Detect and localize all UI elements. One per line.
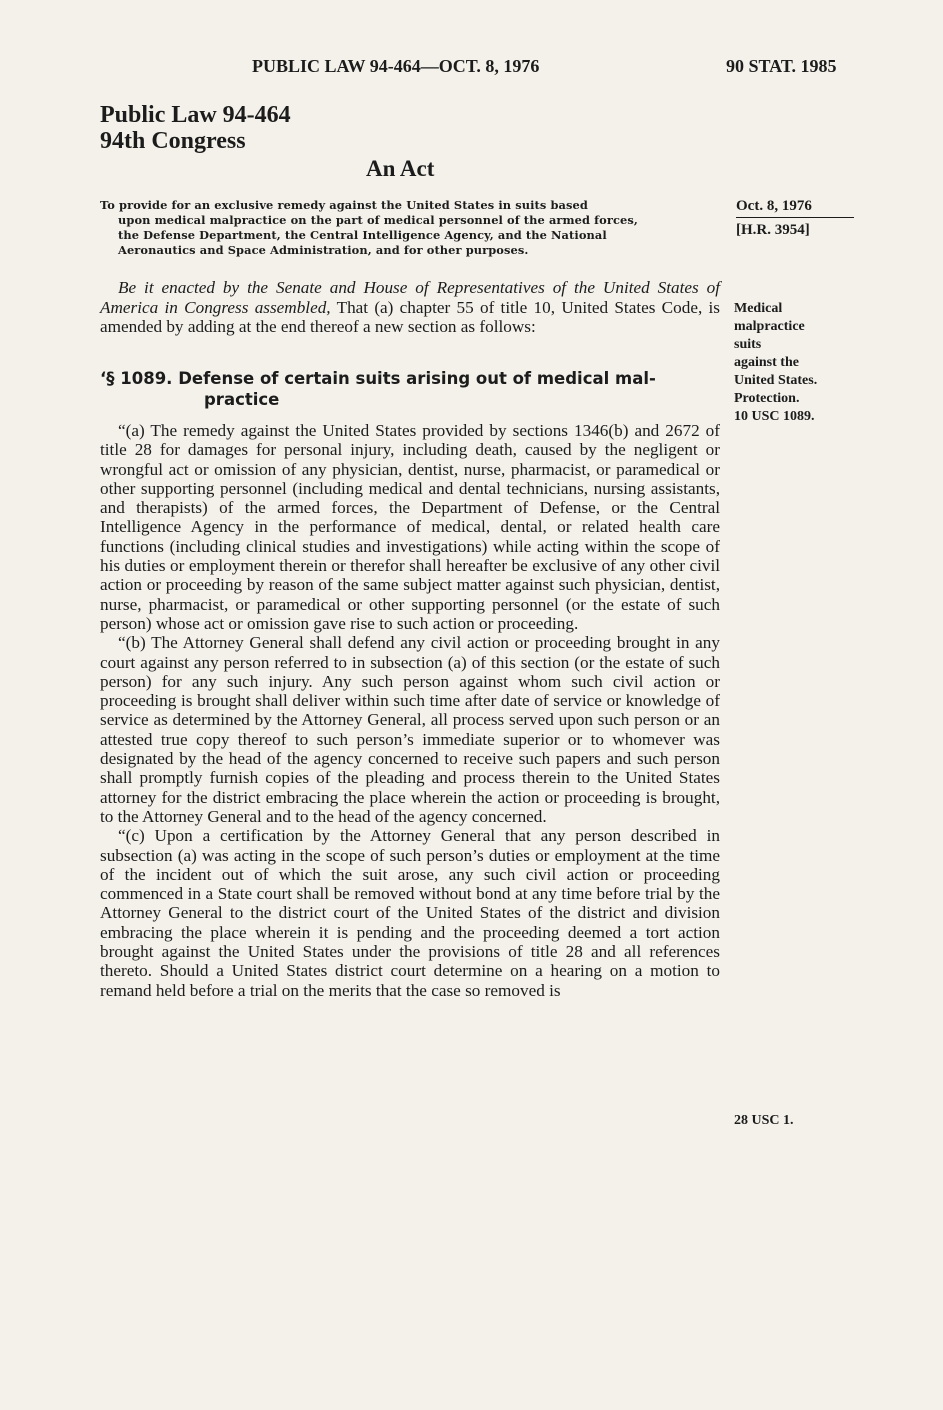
paragraph-c: “(c) Upon a certification by the Attorney General that any person described in subsection (a) was acting in the scope of such person’s duties or employment at the time of the incident out of which the suit arose, any such civil action or proceeding commenced in a State court shall be removed without bond at any time before trial by the Attorney General to the district court of the United States of the district and division embracing the place wherein it is pending and the proceeding deemed a tort action brought against the United States under the provisions of title 28 and all references thereto. Should a United States district court determine on a hearing on a motion to remand held before a trial on the merits that the case so removed is [100, 826, 720, 1000]
section-heading [100, 368, 720, 410]
purpose-line: the Defense Department, the Central Intelligence Agency, and the National [118, 228, 607, 242]
purpose-line: upon medical malpractice on the part of medical personnel of the armed forces, [118, 213, 638, 227]
side-date-block [736, 196, 854, 240]
margin-note-line: United States. [734, 373, 818, 388]
margin-note-line: against the [734, 355, 799, 370]
margin-note-line: Protection. [734, 391, 800, 406]
law-title-block [100, 102, 291, 154]
purpose-clause [100, 198, 720, 258]
running-head-title: PUBLIC LAW 94-464—OCT. 8, 1976 [252, 56, 540, 76]
margin-note-line: suits [734, 337, 762, 352]
paragraph-b: “(b) The Attorney General shall defend any civil action or proceeding brought in any court against any person referred to in subsection (a) of this section (or the estate of such person) for any such injury. Any such person against whom such civil action or proceeding is brought shall deliver within such time after date of service or knowledge of service as determined by the Attorney General, all process served upon such person or an attested true copy thereof to such person’s immediate superior or to whomever was designated by the head of the agency concerned to receive such papers and such person shall promptly furnish copies of the pleading and process therein to the United States attorney for the district embracing the place wherein the action or proceeding is brought, to the Attorney General and to the head of the agency concerned. [100, 633, 720, 826]
enacting-clause [100, 278, 720, 337]
bill-number: [H.R. 3954] [736, 222, 810, 238]
enacting-italic: Be it enacted by the Senate and House of Representatives of the United States of America in Congress assembled, [100, 278, 720, 317]
enactment-date: Oct. 8, 1976 [736, 198, 812, 214]
margin-note-usc: 28 USC 1. [734, 1113, 794, 1128]
margin-note-line: malpractice [734, 319, 805, 334]
purpose-line: To provide for an exclusive remedy against the United States in suits based [100, 198, 588, 212]
section-body [100, 421, 720, 1000]
paragraph-a: “(a) The remedy against the United States provided by sections 1346(b) and 2672 of title 28 for damages for personal injury, including death, caused by the negligent or wrongful act or omission of any physician, dentist, nurse, pharmacist, or paramedical or other supporting personnel (including medical and dental technicians, nursing assistants, and therapists) of the armed forces, the Department of Defense, or the Central Intelligence Agency in the performance of medical, dental, or related health care functions (including clinical studies and investigations) while acting within the scope of his duties or employment therein or therefor shall hereafter be exclusive of any other civil action or proceeding by reason of the same subject matter against such physician, dentist, nurse, pharmacist, or paramedical or other supporting personnel (or the estate of such person) whose act or omission gave rise to such action or proceeding. [100, 421, 720, 633]
section-heading-line: practice [204, 390, 280, 409]
running-head-page: 90 STAT. 1985 [726, 56, 837, 76]
running-head [0, 56, 943, 80]
margin-note-malpractice [734, 300, 844, 426]
section-heading-line: ‘§ 1089. Defense of certain suits arising out of medical mal- [100, 369, 656, 388]
enacting-text: That (a) chapter 55 of title 10, United States Code, is amended by adding at the end thereof a new section as follows: [100, 297, 720, 336]
act-heading: An Act [366, 156, 435, 181]
congress-number: 94th Congress [100, 128, 246, 154]
purpose-line: Aeronautics and Space Administration, and for other purposes. [118, 243, 529, 257]
date-divider [736, 217, 854, 218]
law-number: Public Law 94-464 [100, 102, 291, 128]
margin-note-line: 10 USC 1089. [734, 409, 815, 424]
margin-note-line: Medical [734, 301, 783, 316]
